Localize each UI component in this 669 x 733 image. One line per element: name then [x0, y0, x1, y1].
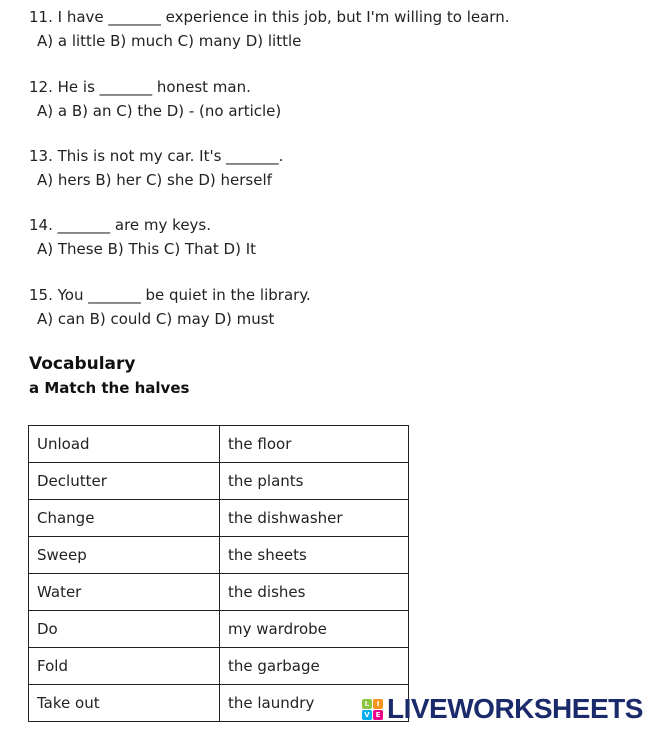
verb-cell: Take out	[29, 685, 220, 722]
table-row	[29, 648, 409, 685]
noun-cell: the sheets	[220, 537, 409, 574]
logo-tile: L	[362, 699, 372, 709]
table-row	[29, 685, 409, 722]
verb-cell: Change	[29, 500, 220, 537]
noun-cell: the garbage	[220, 648, 409, 685]
logo-icon	[362, 699, 383, 720]
question-options: A) can B) could C) may D) must	[37, 310, 275, 328]
verb-cell: Water	[29, 574, 220, 611]
logo-text: LIVEWORKSHEETS	[387, 693, 643, 724]
table-row	[29, 611, 409, 648]
table-row	[29, 574, 409, 611]
noun-cell: the floor	[220, 426, 409, 463]
table-row	[29, 426, 409, 463]
verb-cell: Fold	[29, 648, 220, 685]
verb-cell: Unload	[29, 426, 220, 463]
table-row	[29, 537, 409, 574]
noun-cell: the dishwasher	[220, 500, 409, 537]
match-table	[28, 425, 409, 722]
section-title: Vocabulary	[29, 354, 136, 374]
question-text: 14. _______ are my keys.	[29, 216, 212, 234]
logo-tile: V	[362, 710, 372, 720]
question-text: 12. He is _______ honest man.	[29, 78, 251, 96]
liveworksheets-logo[interactable]	[362, 694, 643, 724]
verb-cell: Sweep	[29, 537, 220, 574]
question-text: 13. This is not my car. It's _______.	[29, 147, 284, 165]
section-subtitle: a Match the halves	[29, 379, 190, 397]
question-text: 15. You _______ be quiet in the library.	[29, 286, 311, 304]
question-options: A) These B) This C) That D) It	[37, 240, 257, 258]
table-row	[29, 500, 409, 537]
noun-cell: the dishes	[220, 574, 409, 611]
noun-cell: the laundry	[220, 685, 409, 722]
verb-cell: Declutter	[29, 463, 220, 500]
logo-tile: I	[373, 699, 383, 709]
question-options: A) hers B) her C) she D) herself	[37, 171, 272, 189]
question-options: A) a little B) much C) many D) little	[37, 32, 302, 50]
noun-cell: my wardrobe	[220, 611, 409, 648]
table-row	[29, 463, 409, 500]
question-text: 11. I have _______ experience in this job, but I'm willing to learn.	[29, 8, 510, 26]
question-options: A) a B) an C) the D) - (no article)	[37, 102, 282, 120]
verb-cell: Do	[29, 611, 220, 648]
noun-cell: the plants	[220, 463, 409, 500]
logo-tile: E	[373, 710, 383, 720]
